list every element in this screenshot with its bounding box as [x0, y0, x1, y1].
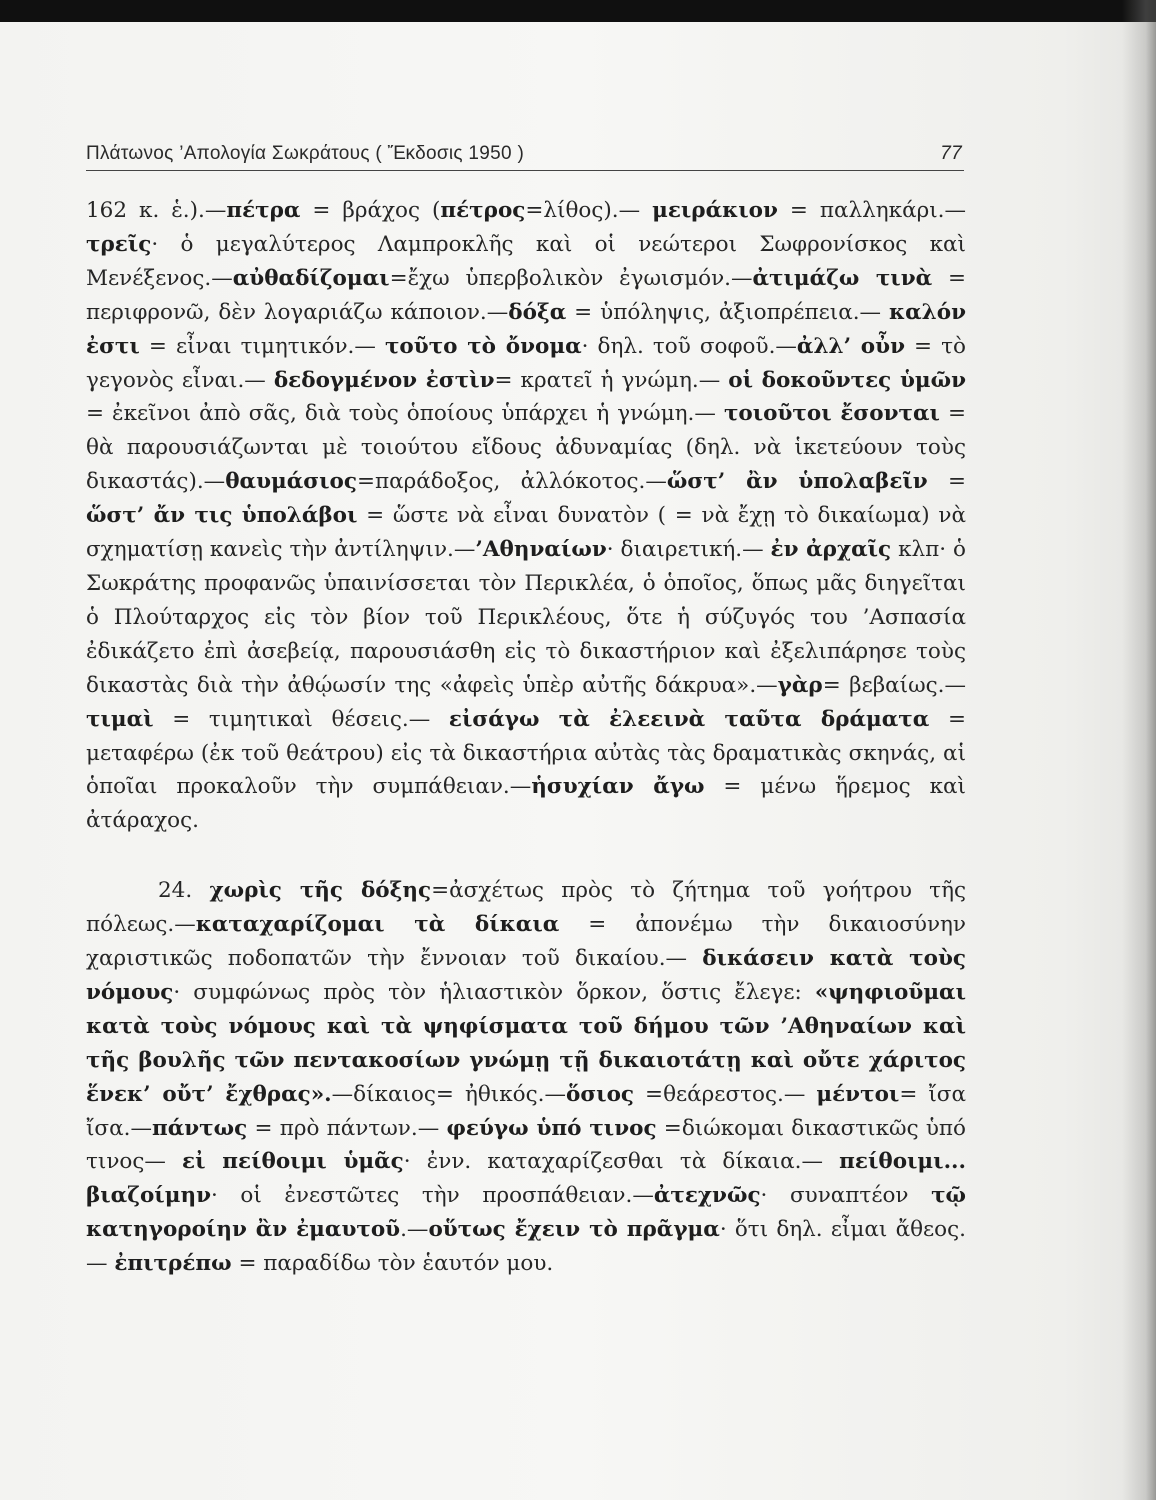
- lemma: τρεῖς: [86, 231, 152, 257]
- lemma: εἰσάγω τὰ ἐλεεινὰ ταῦτα δράματα: [448, 706, 930, 732]
- text-run: · ἐνν. καταχαρίζεσθαι τὰ δίκαια.—: [403, 1149, 840, 1175]
- text-run: = ὥστε νὰ εἶναι δυνατὸν ( = νὰ ἔχῃ τὸ δικαίωμα) νὰ σχηματίσῃ κανεὶς τὴν ἀντίληψιν.—: [86, 503, 966, 563]
- lemma: πέτρος: [440, 198, 526, 223]
- lemma: ’Αθηναίων: [475, 537, 607, 563]
- text-run: · οἱ ἐνεστῶτες τὴν προσπάθειαν.—: [211, 1183, 654, 1209]
- paragraph-notes-23: [86, 194, 966, 838]
- lemma: πάντως: [151, 1115, 248, 1141]
- text-run: = τὸ γεγονὸς εἶναι.—: [86, 333, 966, 393]
- text-run: .—: [400, 1217, 429, 1243]
- lemma: ἡσυχίαν ἄγω: [531, 774, 705, 800]
- lemma: χωρὶς τῆς δόξης: [209, 878, 432, 904]
- text-run: —: [331, 1081, 354, 1107]
- text-run: = παραδίδω τὸν ἑαυτόν μου.: [231, 1251, 554, 1277]
- paragraph-notes-24: [86, 874, 966, 1281]
- text-run: = πρὸ πάντων.—: [247, 1115, 447, 1141]
- lemma: καλόν ἐστι: [86, 299, 966, 359]
- text-run: = μένω ἥρεμος καὶ ἀτάραχος.: [86, 774, 966, 834]
- lemma: ἀτεχνῶς: [653, 1183, 761, 1209]
- text-run: 162 κ. ἑ.).—: [86, 198, 227, 223]
- page-header: [86, 140, 964, 171]
- lemma: οὕτως ἔχειν τὸ πρᾶγμα: [428, 1217, 720, 1243]
- text-run: = ὑπόληψις, ἀξιοπρέπεια.—: [566, 299, 889, 325]
- text-run: =θεάρεστος.—: [634, 1081, 817, 1107]
- text-run: = εἶναι τιμητικόν.—: [139, 333, 385, 359]
- text-run: =ἀσχέτως πρὸς τὸ ζήτημα τοῦ γοήτρου τῆς πόλεως.—: [86, 878, 966, 938]
- text-run: = παλληκάρι.—: [777, 198, 967, 223]
- text-run: = βεβαίως.—: [822, 672, 966, 698]
- text-run: · δηλ. τοῦ σοφοῦ.—: [581, 333, 797, 359]
- lemma: ὥστ’ ἄν τις ὑπολάβοι: [86, 503, 358, 529]
- text-run: = ἴσα ἴσα.—: [86, 1081, 966, 1141]
- lemma: γὰρ: [777, 672, 823, 698]
- oath-quotation: «ψηφιοῦμαι κατὰ τοὺς νόμους καὶ τὰ ψηφίσματα τοῦ δήμου τῶν ’Αθηναίων καὶ τῆς βουλῆς τῶν πεντακοσίων γνώμῃ τῇ δικαιοτάτῃ καὶ οὔτε χάριτος ἕνεκ’ οὔτ’ ἔχθρας».: [86, 979, 966, 1107]
- lemma: οἱ δοκοῦντες ὑμῶν: [728, 367, 966, 393]
- lemma: φεύγω ὑπό τινος: [446, 1115, 657, 1141]
- text-run: =ἔχω ὑπερβολικὸν ἐγωισμόν.—: [389, 265, 753, 291]
- text-run: = ἀπονέμω τὴν δικαιοσύνην χαριστικῶς ποδοπατῶν τὴν ἔννοιαν τοῦ δικαίου.—: [86, 912, 966, 972]
- lemma: δικάσειν κατὰ τοὺς νόμους: [86, 946, 966, 1005]
- text-run: · διαιρετική.—: [606, 537, 771, 563]
- text-run: = μεταφέρω (ἐκ τοῦ θεάτρου) εἰς τὰ δικαστήρια αὐτὰς τὰς δραματικὰς σκηνάς, αἱ ὁποῖαι προκαλοῦν τὴν συμπάθειαν.—: [86, 706, 966, 800]
- text-run: =: [927, 469, 966, 495]
- text-run: = βράχος (: [300, 198, 441, 223]
- lemma: δεδογμένον ἐστὶν: [273, 367, 495, 393]
- scan-top-border: [0, 0, 1156, 22]
- lemma: ὅσιος: [565, 1081, 635, 1107]
- running-title: Πλάτωνος ’Απολογία Σωκράτους ( Ἔκδοσις 1950 ): [86, 143, 525, 164]
- text-run: = θὰ παρουσιάζωνται μὲ τοιούτου εἴδους ἀδυναμίας (δηλ. νὰ ἱκετεύουν τοὺς δικαστάς).—: [86, 401, 966, 495]
- text-run: = ἠθικός.—: [435, 1081, 566, 1107]
- lemma: ὥστ’ ἂν ὑπολαβεῖν: [666, 469, 928, 495]
- lemma: τοιοῦτοι ἔσονται: [723, 401, 940, 427]
- text-run: · ὁ μεγαλύτερος Λαμπροκλῆς καὶ οἱ νεώτεροι Σωφρονίσκος καὶ Μενέξενος.—: [86, 231, 966, 291]
- text-run: δίκαιος: [353, 1081, 436, 1107]
- lemma: πείθοιμι... βιαζοίμην: [86, 1149, 967, 1209]
- text-run: · συμφώνως πρὸς τὸν ἡλιαστικὸν ὅρκον, ὅστις ἔλεγε:: [173, 979, 815, 1005]
- section-number: 24.: [158, 878, 210, 904]
- lemma: τῷ κατηγοροίην ἂν ἐμαυτοῦ: [86, 1183, 966, 1243]
- lemma: ἐν ἀρχαῖς: [770, 537, 892, 563]
- page-edge-shadow: [1122, 0, 1156, 1500]
- text-run: =λίθος).—: [525, 198, 653, 223]
- text-run: = ἐκεῖνοι ἀπὸ σᾶς, διὰ τοὺς ὁποίους ὑπάρχει ἡ γνώμη.—: [86, 401, 724, 427]
- commentary-body: [86, 194, 966, 1281]
- text-run: = περιφρονῶ, δὲν λογαριάζω κάποιον.—: [86, 265, 966, 325]
- lemma: αὐθαδίζομαι: [232, 265, 390, 291]
- text-run: κλπ· ὁ Σωκράτης προφανῶς ὑπαινίσσεται τὸν Περικλέα, ὁ ὁποῖος, ὅπως μᾶς διηγεῖται ὁ Πλούταρχος εἰς τὸν βίον τοῦ Περικλέους, ὅτε ἡ σύζυγός του ’Ασπασία ἐδικάζετο ἐπὶ ἀσεβείᾳ, παρουσιάσθη εἰς τὸ δικαστήριον καὶ ἐξελιπάρησε τοὺς δικαστὰς διὰ τὴν ἀθῴωσίν της «ἀφεὶς ὑπὲρ αὐτῆς δάκρυα».—: [86, 537, 966, 698]
- text-run: · συναπτέον: [760, 1183, 932, 1209]
- lemma: εἰ πείθοιμι ὑμᾶς: [182, 1149, 404, 1175]
- text-run: =διώκομαι δικαστικῶς ὑπό τινος—: [86, 1115, 966, 1175]
- lemma: ἐπιτρέπω: [114, 1251, 232, 1277]
- lemma: καταχαρίζομαι τὰ δίκαια: [195, 912, 560, 938]
- lemma: ἀλλ’ οὖν: [796, 333, 905, 359]
- lemma: πέτρα: [226, 198, 301, 223]
- lemma: ἀτιμάζω τινὰ: [752, 265, 933, 291]
- lemma: μειράκιον: [652, 198, 778, 223]
- text-run: = κρατεῖ ἡ γνώμη.—: [494, 367, 729, 393]
- page-number: 77: [940, 143, 962, 164]
- lemma: θαυμάσιος: [225, 469, 357, 495]
- text-run: · ὅτι δηλ. εἶμαι ἄθεος.—: [86, 1217, 966, 1277]
- lemma: τιμαὶ: [86, 706, 154, 732]
- lemma: μέντοι: [816, 1081, 900, 1107]
- lemma: τοῦτο τὸ ὄνομα: [384, 333, 582, 359]
- text-run: = τιμητικαὶ θέσεις.—: [153, 706, 449, 732]
- text-run: =παράδοξος, ἀλλόκοτος.—: [356, 469, 667, 495]
- lemma: δόξα: [508, 299, 567, 325]
